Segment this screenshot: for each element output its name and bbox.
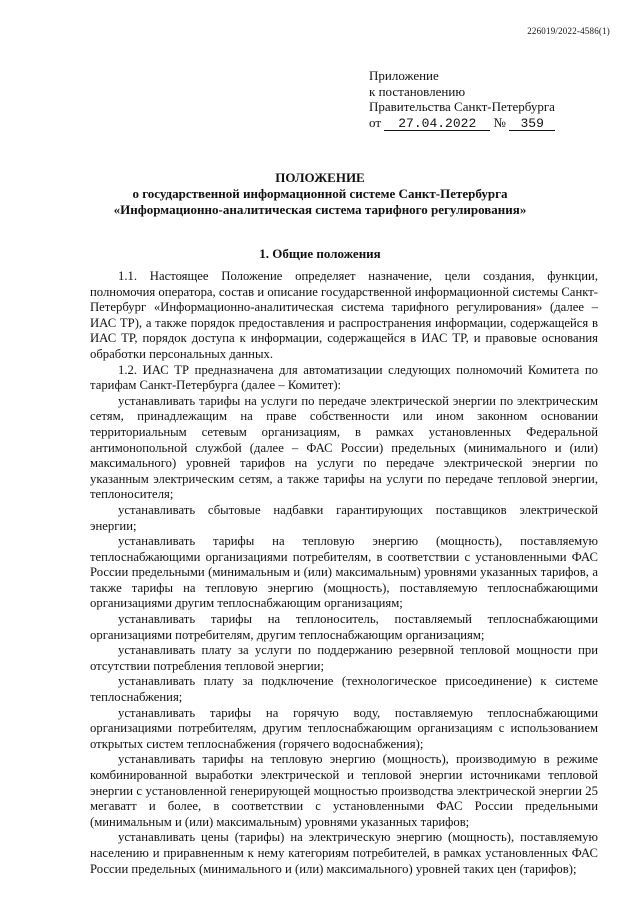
paragraph: 1.2. ИАС ТР предназначена для автоматизации следующих полномочий Комитета по тарифам Санкт-Петербурга (далее – Комитет): <box>90 362 598 393</box>
paragraph: устанавливать сбытовые надбавки гарантирующих поставщиков электрической энергии; <box>90 502 598 533</box>
document-body <box>90 269 598 877</box>
annex-line-2: к постановлению <box>369 83 466 99</box>
paragraph: устанавливать тарифы на горячую воду, поставляемую теплоснабжающими организациями потребителям, другим теплоснабжающим организациям с использованием открытых систем теплоснабжения (горячего водоснабжения); <box>90 705 598 751</box>
annex-date-line <box>369 115 555 131</box>
document-id: 226019/2022-4586(1) <box>527 26 610 36</box>
paragraph: устанавливать тарифы на тепловую энергию (мощность), производимую в режиме комбинированной выработки электрической и тепловой энергии источниками тепловой энергии с установленной генерирующей мощностью производства электрической энергии 25 мегаватт и более, в соответствии с установленными ФАС России предельными (минимальным и (или) максимальным) уровнями указанных тарифов; <box>90 752 598 829</box>
title-line-1: ПОЛОЖЕНИЕ <box>275 170 365 185</box>
paragraph: устанавливать цены (тарифы) на электрическую энергию (мощность), поставляемую населению и приравненным к нему категориям потребителей, в рамках установленных ФАС России предельных (минимального и (или) максимального) уровней таких цен (тарифов); <box>90 830 598 876</box>
title-line-2: о государственной информационной системе Санкт-Петербурга <box>132 186 508 201</box>
annex-block <box>369 68 555 131</box>
paragraph: устанавливать тарифы на тепловую энергию (мощность), поставляемую теплоснабжающими организациями потребителям, в соответствии с установленными ФАС России предельными (минимальным и (или) максимальным) уровнями указанных тарифов, а также тарифы на тепловую энергию (мощность), поставляемую теплоснабжающими организациями другим теплоснабжающим организациям; <box>90 534 598 611</box>
paragraph: устанавливать тарифы на теплоноситель, поставляемый теплоснабжающими организациями потребителям, другим теплоснабжающим организациям; <box>90 612 598 642</box>
decree-date: 27.04.2022 <box>384 117 490 131</box>
paragraph: устанавливать плату за услуги по поддержанию резервной тепловой мощности при отсутствии потребления тепловой энергии; <box>90 643 598 673</box>
paragraph: устанавливать плату за подключение (технологическое присоединение) к системе теплоснабжения; <box>90 674 598 705</box>
number-label: № <box>493 114 506 130</box>
paragraph: 1.1. Настоящее Положение определяет назначение, цели создания, функции, полномочия оператора, состав и описание государственной информационной системы Санкт-Петербург «Информационно-аналитическая система тарифного регулирования» (далее – ИАС ТР), а также порядок предоставления и распространения информации, содержащейся в ИАС ТР, порядок доступа к информации, содержащейся в ИАС ТР, и правовые основания обработки персональных данных. <box>90 269 598 361</box>
section-heading: 1. Общие положения <box>259 246 381 261</box>
annex-line-1: Приложение <box>369 68 439 83</box>
annex-line-3: Правительства Санкт-Петербурга <box>369 99 555 114</box>
document-title <box>0 170 640 218</box>
from-label: от <box>369 114 382 130</box>
decree-number: 359 <box>509 117 555 131</box>
paragraph: устанавливать тарифы на услуги по передаче электрической энергии по электрическим сетям, принадлежащим на праве собственности или ином законном основании территориальным сетевым организациям, в рамках установленных Федеральной антимонопольной службой (далее – ФАС России) предельных (минимального и (или) максимального) уровней тарифов на услуги по передаче электрической энергии по указанным электрическим сетям, а также тарифы на услуги по передаче тепловой энергии, теплоносителя; <box>90 393 598 502</box>
title-line-3: «Информационно-аналитическая система тарифного регулирования» <box>113 202 527 217</box>
